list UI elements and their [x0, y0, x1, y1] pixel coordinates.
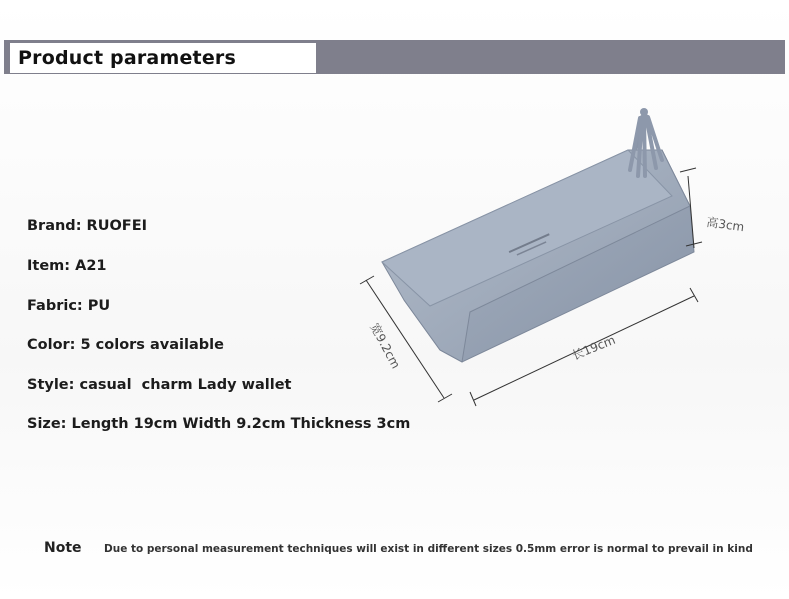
width-label: 宽9.2cm [367, 320, 403, 372]
spec-item: Item: A21 [27, 258, 107, 274]
page-title: Product parameters [10, 43, 316, 73]
note-text: Due to personal measurement techniques will exist in different sizes 0.5mm error is normal to prevail in kind [104, 543, 753, 555]
spec-style: Style: casual charm Lady wallet [27, 377, 292, 393]
note-title: Note [44, 540, 82, 556]
height-label: 高3cm [705, 215, 746, 235]
spec-fabric: Fabric: PU [27, 298, 111, 314]
spec-size: Size: Length 19cm Width 9.2cm Thickness 3cm [27, 416, 411, 432]
length-label: 长19cm [569, 332, 618, 363]
wallet-image [382, 108, 694, 362]
spec-color: Color: 5 colors available [27, 337, 224, 353]
spec-brand: Brand: RUOFEI [27, 218, 148, 234]
